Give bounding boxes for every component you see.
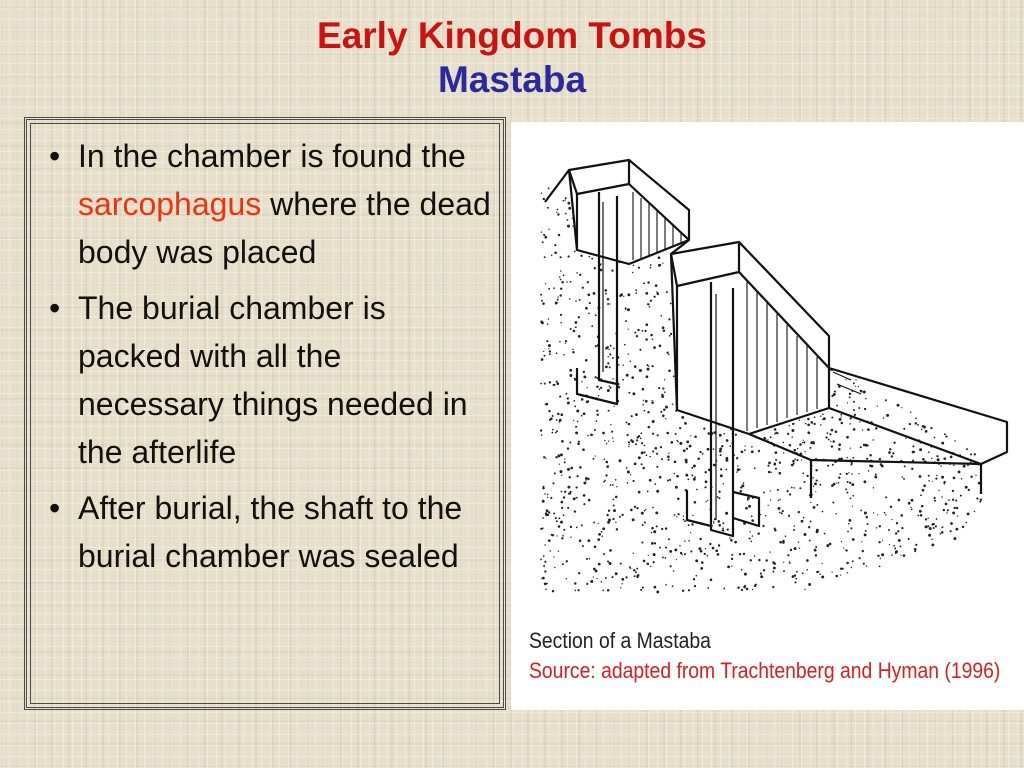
bullet-text: After burial, the shaft to the burial chamber was sealed: [78, 490, 463, 574]
bullet-item-shaft-sealed: [49, 484, 493, 580]
bullet-item-burial-chamber: [49, 284, 493, 476]
bullet-text-part: where the dead body was placed: [78, 186, 491, 270]
slide-subtitle: Mastaba: [437, 59, 587, 100]
bullet-text: The burial chamber is packed with all the necessary things needed in the afterlife: [78, 290, 468, 470]
bullet-marker: •: [49, 138, 61, 174]
figure-caption: Section of a Mastaba: [529, 628, 711, 653]
slide-title: Early Kingdom Tombs: [317, 15, 707, 56]
title-block: [0, 14, 1024, 102]
figure-source: Source: adapted from Trachtenberg and Hyman (1996): [529, 658, 1001, 683]
bullet-list: [27, 120, 503, 580]
mastaba-illustration: [511, 122, 1024, 622]
bullet-item-sarcophagus: [49, 132, 493, 276]
bullet-text-part: In the chamber is found the: [78, 138, 466, 174]
mastaba-figure: [511, 122, 1024, 710]
bullet-marker: •: [49, 490, 61, 526]
bullet-marker: •: [49, 290, 61, 326]
bullet-text-box: [24, 117, 506, 710]
highlighted-term: sarcophagus: [78, 186, 262, 222]
